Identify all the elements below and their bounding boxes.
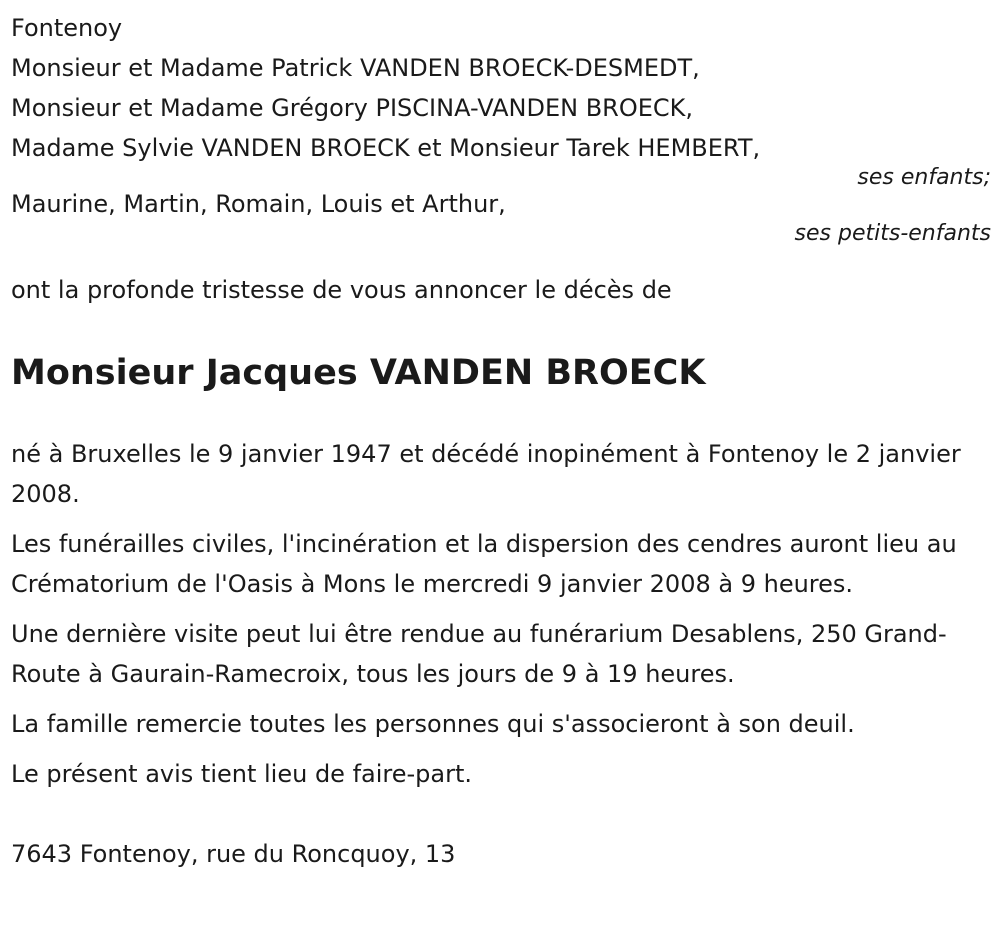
child-line: Monsieur et Madame Patrick VANDEN BROECK-DESMEDT, <box>11 54 700 82</box>
grandchildren-role-label: ses petits-enfants <box>794 221 991 246</box>
notice-paragraph: Le présent avis tient lieu de faire-part. <box>11 760 473 788</box>
death-notice <box>11 8 991 874</box>
deceased-name-heading: Monsieur Jacques VANDEN BROECK <box>11 353 706 393</box>
intro-text: ont la profonde tristesse de vous annoncer le décès de <box>11 276 672 304</box>
children-role-label: ses enfants; <box>857 165 991 190</box>
child-line: Monsieur et Madame Grégory PISCINA-VANDEN BROECK, <box>11 94 694 122</box>
grandchildren-line: Maurine, Martin, Romain, Louis et Arthur, <box>11 190 506 218</box>
birth-death-paragraph: né à Bruxelles le 9 janvier 1947 et décédé inopinément à Fontenoy le 2 janvier 2008. <box>11 440 961 508</box>
visit-paragraph: Une dernière visite peut lui être rendue au funérarium Desablens, 250 Grand-Route à Gaurain-Ramecroix, tous les jours de 9 à 19 heures. <box>11 620 947 688</box>
thanks-paragraph: La famille remercie toutes les personnes qui s'associeront à son deuil. <box>11 710 855 738</box>
child-line: Madame Sylvie VANDEN BROECK et Monsieur Tarek HEMBERT, <box>11 134 761 162</box>
children-list <box>11 48 991 168</box>
funeral-paragraph: Les funérailles civiles, l'incinération et la dispersion des cendres auront lieu au Crématorium de l'Oasis à Mons le mercredi 9 janvier 2008 à 9 heures. <box>11 530 957 598</box>
family-address: 7643 Fontenoy, rue du Roncquoy, 13 <box>11 840 456 868</box>
place-name: Fontenoy <box>11 14 123 42</box>
